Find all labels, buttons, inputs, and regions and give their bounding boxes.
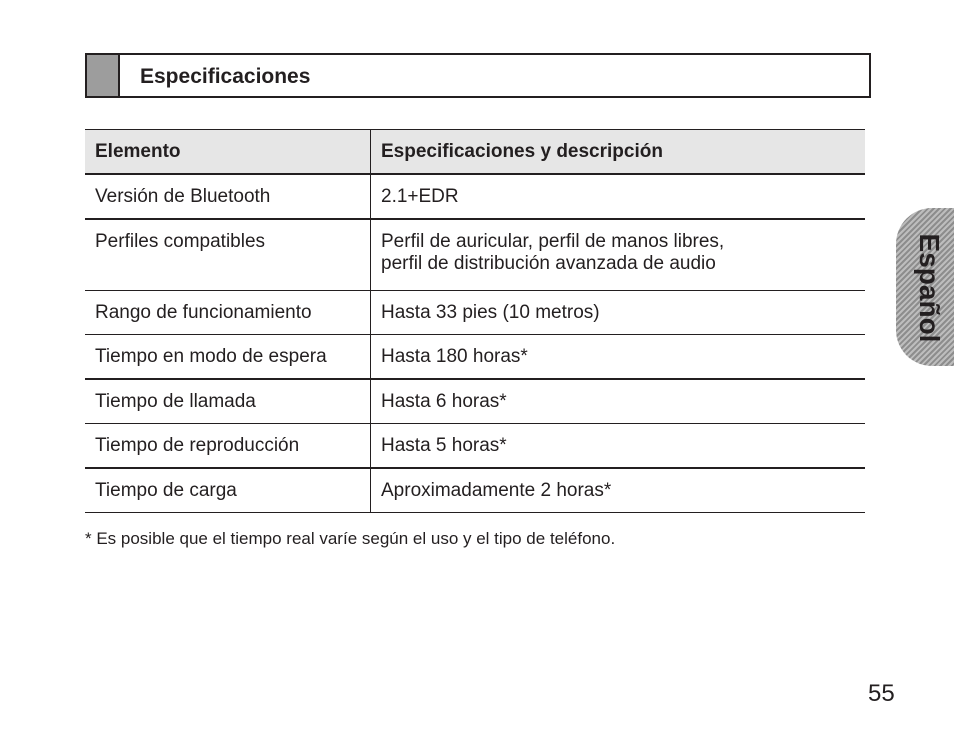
- table-row: [85, 468, 865, 513]
- row-spec: Hasta 6 horas*: [371, 379, 866, 424]
- footnote: * Es posible que el tiempo real varíe según el uso y el tipo de teléfono.: [85, 529, 616, 548]
- row-item: Tiempo en modo de espera: [85, 335, 371, 380]
- row-item: Rango de funcionamiento: [85, 291, 371, 335]
- table-row: [85, 379, 865, 424]
- table-row: [85, 335, 865, 380]
- row-spec: Hasta 5 horas*: [371, 424, 866, 469]
- table-row: [85, 219, 865, 291]
- row-item: Versión de Bluetooth: [85, 174, 371, 219]
- column-header-item: Elemento: [85, 130, 371, 175]
- row-spec: Hasta 180 horas*: [371, 335, 866, 380]
- row-item: Tiempo de carga: [85, 468, 371, 513]
- table-row: [85, 174, 865, 219]
- row-spec-line: perfil de distribución avanzada de audio: [381, 253, 716, 274]
- section-header: [85, 53, 871, 98]
- language-tab: [896, 208, 954, 366]
- table-header-row: [85, 130, 865, 175]
- table-row: [85, 291, 865, 335]
- row-spec: 2.1+EDR: [371, 174, 866, 219]
- row-spec-line: Perfil de auricular, perfil de manos libres,: [381, 231, 725, 252]
- table-row: [85, 424, 865, 469]
- row-item: Tiempo de llamada: [85, 379, 371, 424]
- row-spec: Hasta 33 pies (10 metros): [371, 291, 866, 335]
- column-header-spec: Especificaciones y descripción: [371, 130, 866, 175]
- section-marker: [87, 55, 120, 96]
- language-tab-label: Español: [914, 233, 945, 343]
- page-number: 55: [868, 680, 895, 707]
- spec-table: [85, 129, 865, 513]
- row-item: Tiempo de reproducción: [85, 424, 371, 469]
- section-title: Especificaciones: [140, 65, 311, 88]
- row-item: Perfiles compatibles: [85, 219, 371, 291]
- row-spec: Aproximadamente 2 horas*: [371, 468, 866, 513]
- row-spec: [371, 219, 866, 291]
